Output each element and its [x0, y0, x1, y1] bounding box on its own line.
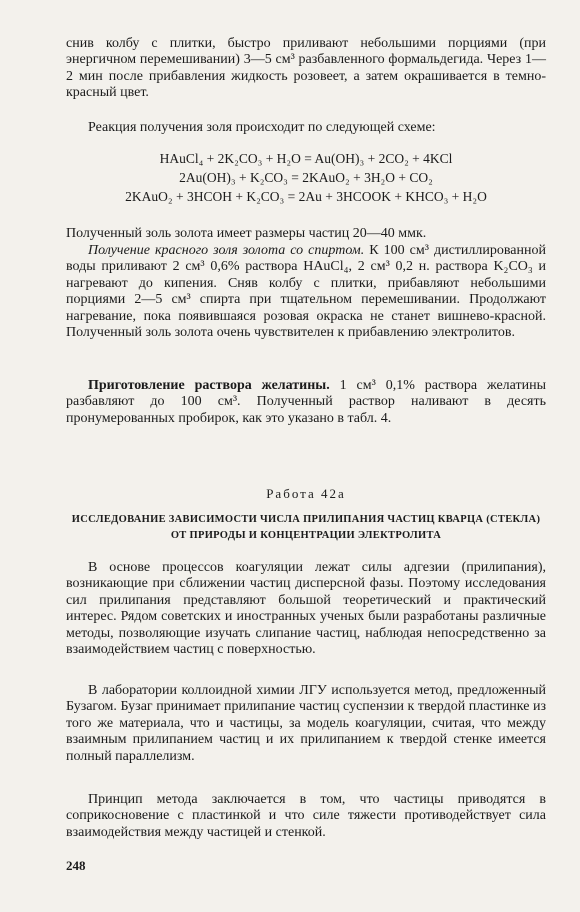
page-number: 248 — [66, 858, 86, 873]
body-paragraph-3: Принцип метода заключается в том, что частицы приводятся в соприкосновение с пластинкой и что силе тяжести противодействует сила взаимодействия между частицей и стенкой. — [66, 792, 546, 840]
gelatin-text: 1 см³ 0,1% раствора желатины разбавляют до 100 см³. Полученный раствор наливают в десять пронумерованных пробирок, как это указано в табл. 4. — [66, 378, 547, 426]
gelatin-heading: Приготовление раствора желатины. — [88, 378, 330, 393]
top-paragraph: снив колбу с плитки, быстро приливают небольшими порциями (при энергичном перемешивании) 3—5 см³ разбавленного формальдегида. Через 1—2 мин после прибавления жидкость розовеет, а затем окрашивается в темно-красный цвет. — [66, 36, 546, 101]
gelatin-paragraph — [66, 378, 546, 427]
equation-1: HAuCl₄ + 2K₂CO₃ + H₂O = Au(OH)₃ + 2CO₂ + 4KCl — [159, 151, 453, 166]
equation-2: 2Au(OH)₃ + K₂CO₃ = 2KAuO₂ + 3H₂O + CO₂ — [179, 170, 433, 185]
body-paragraph-1: В основе процессов коагуляции лежат силы адгезии (прилипания), возникающие при сближении частиц дисперсной фазы. Поэтому исследования сил прилипания представляют большой теоретический и практический интерес. Рядом советских и иностранных ученых были разработаны различные методы, позволяющие изучать слипание частиц, наблюдая непосредственно за взаимодействием частиц с поверхностью. — [66, 560, 546, 658]
red-sol-text: К 100 см³ дистиллированной воды приливают 2 см³ 0,6% раствора HAuCl₄, 2 см³ 0,2 н. раствора K₂CO₃ и нагревают до кипения. Сняв колбу с плитки, прибавляют небольшими порциями 2—5 см³ спирта при тщательном перемешивании. Продолжают нагревание, пока появившаяся розовая окраска не станет вишнево-красной. Полученный золь золота очень чувствителен к прибавлению электролитов. — [66, 243, 546, 341]
red-sol-heading: Получение красного золя золота со спиртом. — [88, 243, 365, 258]
reaction-intro: Реакция получения золя происходит по следующей схеме: — [88, 120, 436, 135]
equation-3: 2KAuO₂ + 3HCOH + K₂CO₃ = 2Au + 3HCOOK + KHCO₃ + H₂O — [125, 189, 487, 204]
body-paragraph-2: В лаборатории коллоидной химии ЛГУ используется метод, предложенный Бузагом. Бузаг принимает прилипание частиц суспензии к твердой пластинке из того же материала, что и частицы, за модель коагуляции, считая, что между взаимным прилипанием частиц и их прилипанием к твердой стенке имеется полный параллелизм. — [66, 683, 546, 764]
particle-size-line: Полученный золь золота имеет размеры частиц 20—40 ммк. — [66, 226, 427, 241]
work-title: Работа 42а — [266, 486, 346, 501]
section-heading: ИССЛЕДОВАНИЕ ЗАВИСИМОСТИ ЧИСЛА ПРИЛИПАНИЯ ЧАСТИЦ КВАРЦА (СТЕКЛА) ОТ ПРИРОДЫ И КОНЦЕНТРАЦИИ ЭЛЕКТРОЛИТА — [71, 514, 541, 541]
red-sol-paragraph — [66, 243, 546, 341]
